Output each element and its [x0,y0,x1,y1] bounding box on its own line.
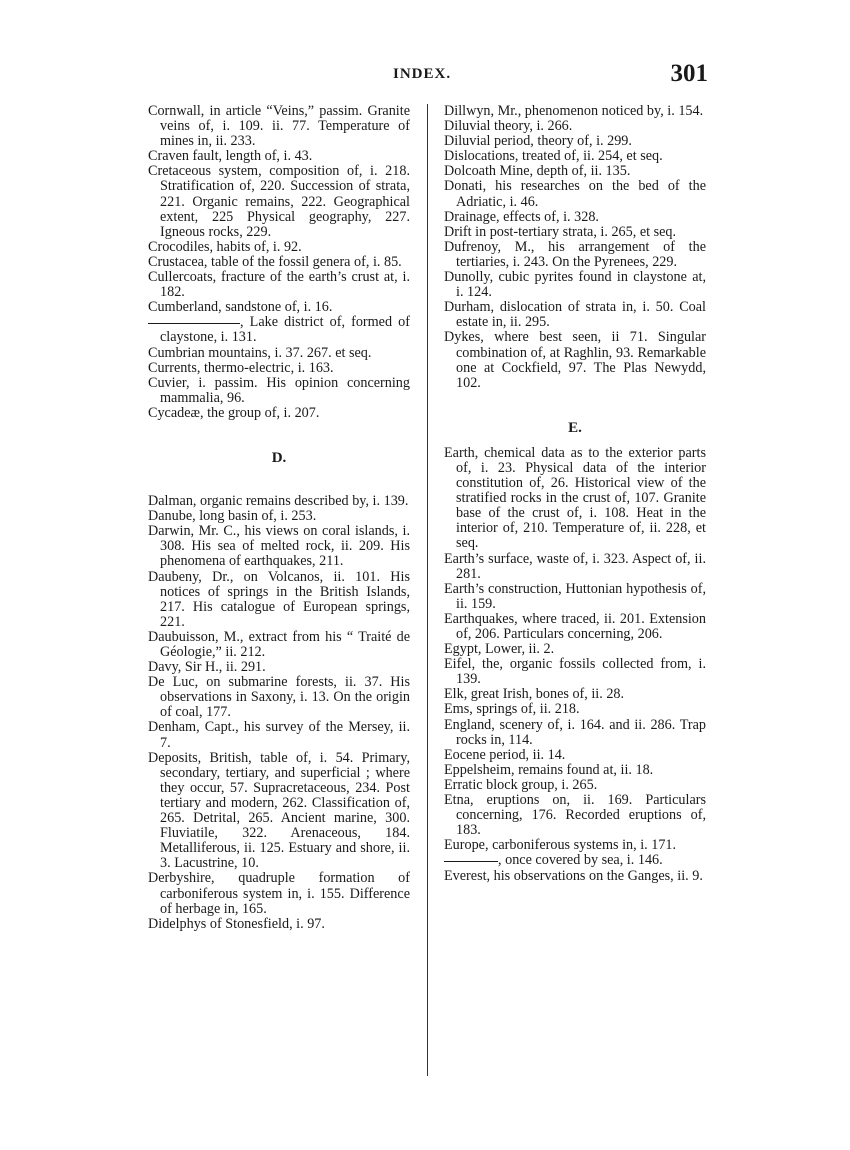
section-letter-e: E. [568,419,582,436]
index-entry: Europe, carboniferous systems in, i. 171. [444,837,677,854]
section-letter-d: D. [271,449,287,466]
index-entry: Davy, Sir H., ii. 291. [148,659,266,676]
index-entry: Durham, dislocation of strata in, i. 50. Coal estate in, ii. 295. [444,299,706,331]
index-entry: Earthquakes, where traced, ii. 201. Extension of, 206. Particulars concerning, 206. [444,610,706,642]
index-entry: Cumberland, sandstone of, i. 16. [148,299,333,316]
index-entry-continuation [444,853,706,868]
index-entry: Eifel, the, organic fossils collected from, i. 139. [444,656,706,688]
index-entry: Darwin, Mr. C., his views on coral islands, i. 308. His sea of melted rock, ii. 209. His phenomena of earthquakes, 211. [148,523,410,570]
index-entry: Derbyshire, quadruple formation of carboniferous system in, i. 155. Difference of herbage in, 165. [148,870,410,917]
index-entry: Ems, springs of, ii. 218. [444,701,580,718]
page-number: 301 [670,60,708,87]
index-entry: Earth, chemical data as to the exterior parts of, i. 23. Physical data of the interior constitution of, 26. Historical view of the stratified rocks in the crust of, 107. Granite base of the crust of, i. 108. Heat in the interior of, 210. Temperature of, ii. 228, et seq. [444,444,706,552]
index-entry: Dillwyn, Mr., phenomenon noticed by, i. 154. [444,103,704,119]
index-entry: Diluvial theory, i. 266. [444,118,573,135]
index-entry: Crustacea, table of the fossil genera of, i. 85. [148,253,402,270]
index-entry: Donati, his researches on the bed of the Adriatic, i. 46. [444,178,706,210]
index-entry: Dolcoath Mine, depth of, ii. 135. [444,163,631,180]
index-entry: Daubuisson, M., extract from his “ Traité de Géologie,” ii. 212. [148,628,410,660]
index-entry: Elk, great Irish, bones of, ii. 28. [444,686,625,703]
index-entry: Diluvial period, theory of, i. 299. [444,133,632,150]
index-entry: Craven fault, length of, i. 43. [148,148,313,165]
index-entry: Eocene period, ii. 14. [444,746,566,763]
index-entry: Denham, Capt., his survey of the Mersey, ii. 7. [148,719,410,751]
left-column [148,104,410,932]
running-title: INDEX. [393,66,452,82]
index-entry: Etna, eruptions on, ii. 169. Particulars concerning, 176. Recorded eruptions of, 183. [444,792,706,839]
index-entry: Currents, thermo-electric, i. 163. [148,359,334,376]
index-entry: Dykes, where best seen, ii 71. Singular combination of, at Raghlin, 93. Remarkable one at Cockfield, 97. The Plas Newydd, 102. [444,329,706,391]
right-column [444,104,706,884]
index-entry: Dislocations, treated of, ii. 254, et seq. [444,148,663,165]
index-entry: Cumbrian mountains, i. 37. 267. et seq. [148,344,372,361]
index-entry: Drift in post-tertiary strata, i. 265, et seq. [444,223,677,240]
ditto-dash [444,861,498,862]
index-entry: Cuvier, i. passim. His opinion concerning mammalia, 96. [148,374,410,406]
index-entry: England, scenery of, i. 164. and ii. 286. Trap rocks in, 114. [444,716,706,748]
index-entry: Cornwall, in article “Veins,” passim. Granite veins of, i. 109. ii. 77. Temperature of mines in, ii. 233. [148,103,410,150]
index-entry: Drainage, effects of, i. 328. [444,208,599,225]
index-entry: Daubeny, Dr., on Volcanos, ii. 101. His notices of springs in the British Islands, 217. His catalogue of European springs, 221. [148,568,410,630]
page-header [148,60,708,96]
index-entry: Deposits, British, table of, i. 54. Primary, secondary, tertiary, and superficial ; where they occur, 57. Supracretaceous, 234. Post tertiary and modern, 262. Classification of, 265. Detrital, 265. Ancient marine, 300. Fluviatile, 322. Arenaceous, 184. Metalliferous, ii. 125. Estuary and shore, ii. 3. Lacustrine, 10. [148,749,410,872]
index-entry: Erratic block group, i. 265. [444,776,598,793]
column-divider [427,104,428,1076]
index-entry: Didelphys of Stonesfield, i. 97. [148,915,325,932]
index-entry: Dufrenoy, M., his arrangement of the tertiaries, i. 243. On the Pyrenees, 229. [444,238,706,270]
index-entry: Everest, his observations on the Ganges, ii. 9. [444,867,703,884]
index-entry: Cullercoats, fracture of the earth’s crust at, i. 182. [148,269,410,301]
index-entry-continuation [148,315,410,345]
ditto-dash [148,323,240,324]
continuation-text: , once covered by sea, i. 146. [498,852,663,869]
index-entry: De Luc, on submarine forests, ii. 37. His observations in Saxony, i. 13. On the origin of coal, 177. [148,674,410,721]
index-entry: Dalman, organic remains described by, i. 139. [148,493,409,510]
index-entry: Cycadeæ, the group of, i. 207. [148,404,320,421]
continuation-text: , Lake district of, formed of claystone, i. 131. [160,314,410,346]
index-entry: Eppelsheim, remains found at, ii. 18. [444,761,654,778]
index-entry: Egypt, Lower, ii. 2. [444,641,555,658]
index-entry: Earth’s construction, Huttonian hypothesis of, ii. 159. [444,580,706,612]
index-entry: Earth’s surface, waste of, i. 323. Aspect of, ii. 281. [444,550,706,582]
index-entry: Cretaceous system, composition of, i. 218. Stratification of, 220. Succession of strata, 221. Organic remains, 222. Geographical extent, 225 Physical geography, 227. Igneous rocks, 229. [148,163,410,240]
index-entry: Crocodiles, habits of, i. 92. [148,238,302,255]
index-entry: Danube, long basin of, i. 253. [148,508,317,525]
index-entry: Dunolly, cubic pyrites found in claystone at, i. 124. [444,269,706,301]
